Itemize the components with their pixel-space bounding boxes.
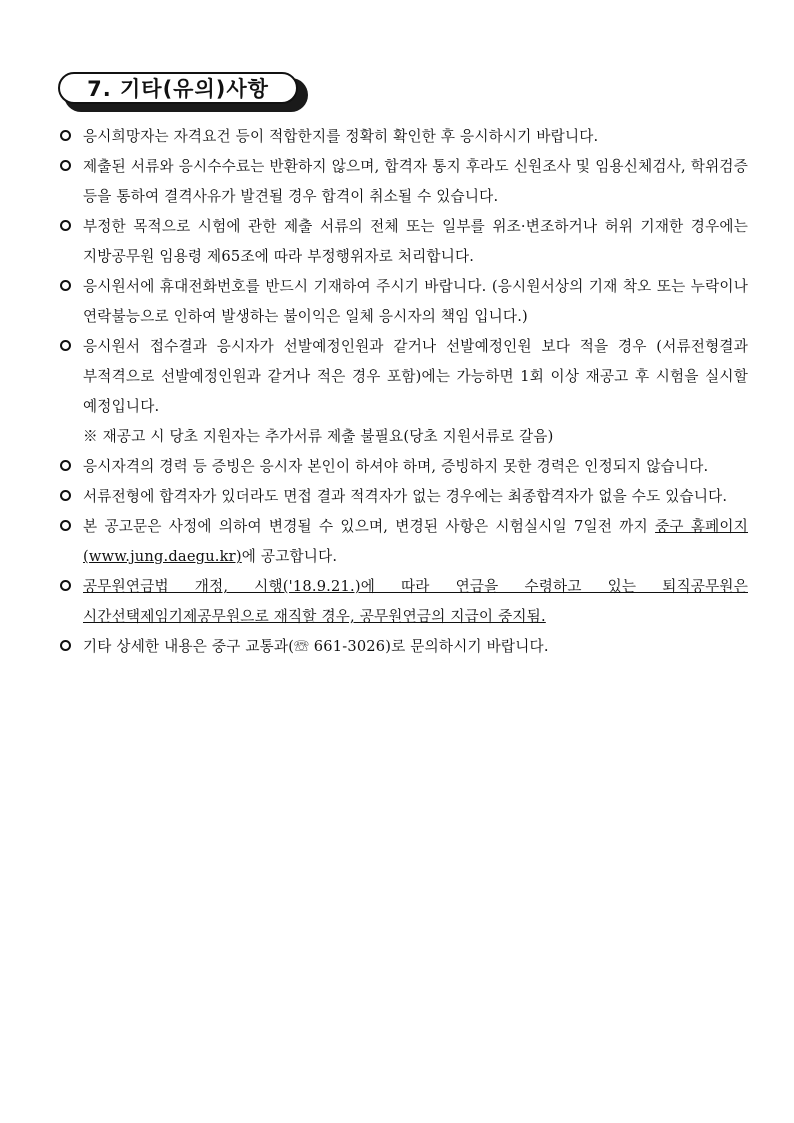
list-item <box>58 332 748 422</box>
list-item <box>58 512 748 572</box>
circle-bullet-icon <box>60 460 71 471</box>
item-text-after: 에 공고합니다. <box>241 548 338 565</box>
item-text: 제출된 서류와 응시수수료는 반환하지 않으며, 합격자 통지 후라도 신원조사 및 임용신체검사, 학위검증 등을 통하여 결격사유가 발견될 경우 합격이 취소될 수 있습니다. <box>83 158 748 205</box>
list-item <box>58 272 748 332</box>
circle-bullet-icon <box>60 520 71 531</box>
item-text: 부정한 목적으로 시험에 관한 제출 서류의 전체 또는 일부를 위조·변조하거나 허위 기재한 경우에는 지방공무원 임용령 제65조에 따라 부정행위자로 처리합니다. <box>83 218 748 265</box>
circle-bullet-icon <box>60 640 71 651</box>
item-text-before: 본 공고문은 사정에 의하여 변경될 수 있으며, 변경된 사항은 시험실시일 7일전 까지 <box>83 518 656 535</box>
list-item <box>58 632 748 662</box>
item-text: 서류전형에 합격자가 있더라도 면접 결과 적격자가 없는 경우에는 최종합격자가 없을 수도 있습니다. <box>83 488 728 505</box>
reannouncement-note: ※ 재공고 시 당초 지원자는 추가서류 제출 불필요(당초 지원서류로 갈음) <box>83 428 554 445</box>
list-item <box>58 152 748 212</box>
pension-notice-text: 공무원연금법 개정, 시행('18.9.21.)에 따라 연금을 수령하고 있는 퇴직공무원은 시간선택제임기제공무원으로 재직할 경우, 공무원연금의 지급이 중지됨. <box>83 578 748 625</box>
item-text: 응시자격의 경력 등 증빙은 응시자 본인이 하셔야 하며, 증빙하지 못한 경력은 인정되지 않습니다. <box>83 458 709 475</box>
item-text: 응시원서에 휴대전화번호를 반드시 기재하여 주시기 바랍니다. (응시원서상의 기재 착오 또는 누락이나 연락불능으로 인하여 발생하는 불이익은 일체 응시자의 책임 입니다.) <box>83 278 748 325</box>
item-text: 응시희망자는 자격요건 등이 적합한지를 정확히 확인한 후 응시하시기 바랍니다. <box>83 128 599 145</box>
notice-list <box>58 122 748 662</box>
circle-bullet-icon <box>60 580 71 591</box>
section-title: 7. 기타(유의)사항 <box>87 77 269 101</box>
circle-bullet-icon <box>60 490 71 501</box>
title-box <box>58 72 298 104</box>
circle-bullet-icon <box>60 130 71 141</box>
item-text: 응시원서 접수결과 응시자가 선발예정인원과 같거나 선발예정인원 보다 적을 경우 (서류전형결과 부적격으로 선발예정인원과 같거나 적은 경우 포함)에는 가능하면 1회 이상 재공고 후 시험을 실시할 예정입니다. <box>83 338 748 415</box>
list-item <box>58 572 748 632</box>
list-item <box>58 452 748 482</box>
circle-bullet-icon <box>60 160 71 171</box>
circle-bullet-icon <box>60 280 71 291</box>
list-item <box>58 122 748 152</box>
item-text <box>83 512 748 572</box>
homepage-link[interactable]: 중구 홈페이지(www.jung.daegu.kr) <box>83 518 749 565</box>
circle-bullet-icon <box>60 220 71 231</box>
list-item <box>58 482 748 512</box>
item-text: 기타 상세한 내용은 중구 교통과(☏ 661-3026)로 문의하시기 바랍니다. <box>83 638 549 655</box>
circle-bullet-icon <box>60 340 71 351</box>
list-item <box>58 212 748 272</box>
section-title-badge <box>58 72 310 112</box>
